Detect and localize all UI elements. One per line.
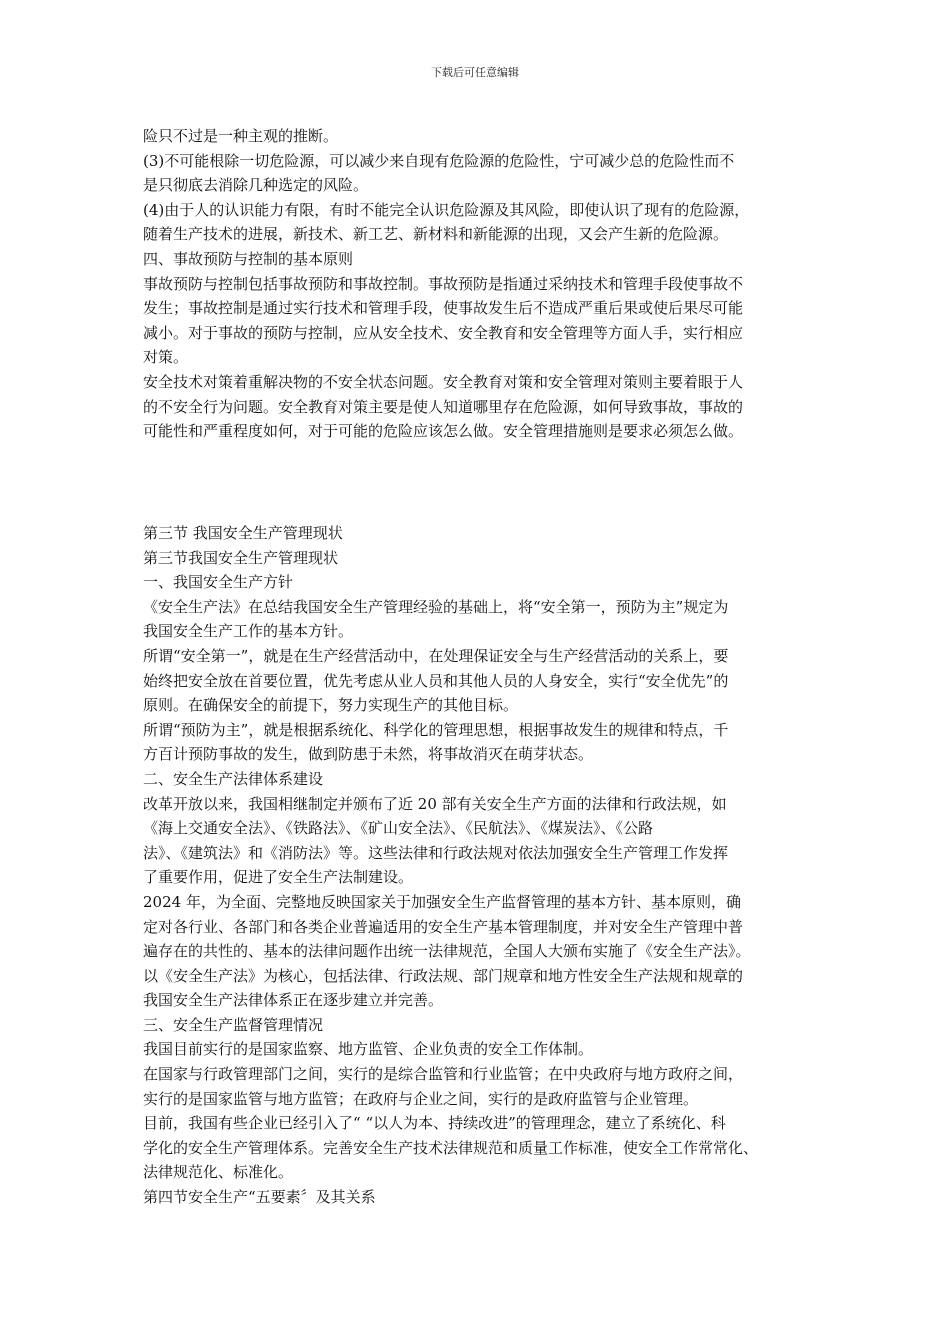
text-line: 是只彻底去消除几种选定的风险。 <box>143 176 369 195</box>
text-line: 所谓“预防为主”，就是根据系统化、科学化的管理思想，根据事故发生的规律和特点，千 <box>143 720 729 739</box>
page-header: 下载后可任意编辑 <box>431 66 519 79</box>
text-line: (4)由于人的认识能力有限，有时不能完全认识危险源及其风险，即使认识了现有的危险源， <box>143 200 750 219</box>
section-title: 第三节 我国安全生产管理现状 <box>143 524 343 542</box>
text-line: 发生；事故控制是通过实行技术和管理手段，使事故发生后不造成严重后果或使后果尽可能 <box>143 299 744 318</box>
text-line: 我国安全生产工作的基本方针。 <box>143 622 354 641</box>
text-line: 改革开放以来，我国相继制定并颁布了近 20 部有关安全生产方面的法律和行政法规，如 <box>143 794 727 813</box>
text-line: 我国安全生产法律体系正在逐步建立并完善。 <box>143 991 444 1010</box>
text-line: 险只不过是一种主观的推断。 <box>143 127 339 145</box>
text-line: 减小。对于事故的预防与控制，应从安全技术、安全教育和安全管理等方面人手，实行相应 <box>143 323 744 342</box>
body-text-section-a <box>143 124 811 444</box>
text-line: 《安全生产法》在总结我国安全生产管理经验的基础上，将“安全第一，预防为主”规定为 <box>143 597 729 616</box>
text-line: 定对各行业、各部门和各类企业普遍适用的安全生产基本管理制度，并对安全生产管理中普 <box>143 917 744 936</box>
text-line: (3)不可能根除一切危险源，可以减少来自现有危险源的危险性，宁可减少总的危险性而不 <box>143 151 735 170</box>
text-line: 了重要作用，促进了安全生产法制建设。 <box>143 868 414 887</box>
section-title: 第三节我国安全生产管理现状 <box>143 548 339 567</box>
text-line: 可能性和严重程度如何，对于可能的危险应该怎么做。安全管理措施则是要求必须怎么做。 <box>143 422 744 441</box>
text-line: 我国目前实行的是国家监察、地方监管、企业负责的安全工作体制。 <box>143 1040 594 1059</box>
text-line: 事故预防与控制包括事故预防和事故控制。事故预防是指通过采纳技术和管理手段使事故不 <box>143 274 744 293</box>
section-title: 第四节安全生产“五要素〞及其关系 <box>143 1188 376 1207</box>
body-text-section-b <box>143 521 811 1210</box>
text-line: 在国家与行政管理部门之间，实行的是综合监管和行业监管；在中央政府与地方政府之间， <box>143 1065 744 1084</box>
text-line: 遍存在的共性的、基本的法律问题作出统一法律规范，全国人大颁布实施了《安全生产法》。 <box>143 942 751 961</box>
text-line: 法律规范化、标准化。 <box>143 1163 294 1182</box>
text-line: 以《安全生产法》为核心，包括法律、行政法规、部门规章和地方性安全生产法规和规章的 <box>143 966 744 985</box>
text-line: 实行的是国家监管与地方监管；在政府与企业之间，实行的是政府监管与企业管理。 <box>143 1089 699 1108</box>
text-line: 安全技术对策着重解决物的不安全状态问题。安全教育对策和安全管理对策则主要着眼于人 <box>143 372 744 391</box>
text-line: 的不安全行为问题。安全教育对策主要是使人知道哪里存在危险源，如何导致事故，事故的 <box>143 397 744 416</box>
section-heading: 三、安全生产监督管理情况 <box>143 1015 324 1034</box>
text-line: 所谓“安全第一”，就是在生产经营活动中，在处理保证安全与生产经营活动的关系上，要 <box>143 646 729 665</box>
text-line: 法》、《建筑法》和《消防法》等。这些法律和行政法规对依法加强安全生产管理工作发挥 <box>143 843 729 862</box>
text-line: 方百计预防事故的发生，做到防患于未然，将事故消灭在萌芽状态。 <box>143 745 594 764</box>
text-line: 学化的安全生产管理体系。完善安全生产技术法律规范和质量工作标准，使安全工作常常化、 <box>143 1138 759 1157</box>
text-line: 原则。在确保安全的前提下，努力实现生产的其他目标。 <box>143 696 519 715</box>
text-line: 《海上交通安全法》、《铁路法》、《矿山安全法》、《民航法》、《煤炭法》、《公路 <box>143 819 654 838</box>
text-line: 始终把安全放在首要位置，优先考虑从业人员和其他人员的人身安全，实行“安全优先”的 <box>143 671 729 690</box>
text-line: 目前，我国有些企业已经引入了“ “以人为本、持续改进”的管理理念，建立了系统化、科 <box>143 1114 726 1133</box>
text-line: 2024 年，为全面、完整地反映国家关于加强安全生产监督管理的基本方针、基本原则，确 <box>143 892 741 911</box>
section-heading: 一、我国安全生产方针 <box>143 573 294 592</box>
text-line: 随着生产技术的进展，新技术、新工艺、新材料和新能源的出现，又会产生新的危险源。 <box>143 225 729 244</box>
section-heading: 二、安全生产法律体系建设 <box>143 769 324 788</box>
section-heading: 四、事故预防与控制的基本原则 <box>143 249 354 268</box>
text-line: 对策。 <box>143 348 189 367</box>
